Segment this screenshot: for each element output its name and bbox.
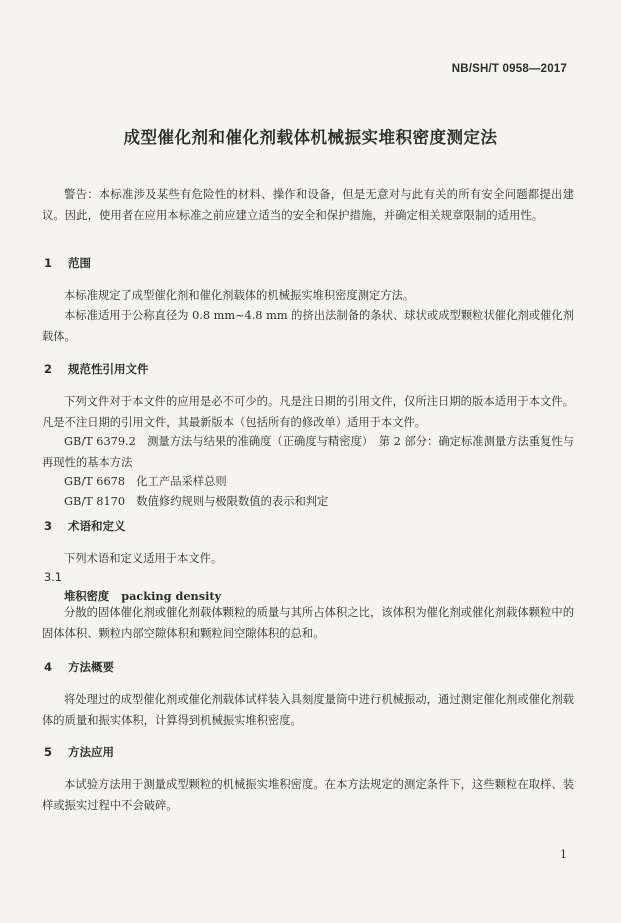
section-5-number: 5 bbox=[44, 745, 53, 759]
section-2-title: 规范性引用文件 bbox=[68, 362, 149, 376]
reference-gbt-6678: GB/T 6678 化工产品采样总则 bbox=[64, 475, 227, 488]
document-title: 成型催化剂和催化剂载体机械振实堆积密度测定法 bbox=[123, 128, 498, 147]
term-entry bbox=[64, 588, 221, 604]
page-number: 1 bbox=[560, 848, 567, 861]
section-1-title: 范围 bbox=[68, 256, 92, 270]
section-5-title: 方法应用 bbox=[68, 745, 115, 759]
section-4-title: 方法概要 bbox=[68, 660, 115, 674]
section-4-number: 4 bbox=[44, 660, 53, 674]
section-3-heading bbox=[44, 518, 126, 534]
section-3-paragraph-1: 下列术语和定义适用于本文件。 bbox=[64, 552, 223, 565]
section-5-heading bbox=[44, 744, 114, 760]
section-4-heading bbox=[44, 659, 114, 675]
section-1-number: 1 bbox=[44, 256, 53, 270]
section-2-number: 2 bbox=[44, 362, 53, 376]
section-2-paragraph-1: 下列文件对于本文件的应用是必不可少的。凡是注日期的引用文件，仅所注日期的版本适用于本文件。凡是不注日期的引用文件，其最新版本（包括所有的修改单）适用于本文件。 bbox=[42, 395, 574, 429]
section-4-paragraph-1: 将处理过的成型催化剂或催化剂载体试样装入具刻度量筒中进行机械振动，通过测定催化剂或催化剂载体的质量和振实体积，计算得到机械振实堆积密度。 bbox=[42, 693, 574, 727]
term-number: 3.1 bbox=[44, 571, 62, 584]
section-2-heading bbox=[44, 361, 149, 377]
term-definition: 分散的固体催化剂或催化剂载体颗粒的质量与其所占体积之比，该体积为催化剂或催化剂载体颗粒中的固体体积、颗粒内部空隙体积和颗粒间空隙体积的总和。 bbox=[42, 606, 574, 640]
term-chinese: 堆积密度 bbox=[64, 590, 110, 603]
reference-gbt-6379-2: GB/T 6379.2 测量方法与结果的准确度（正确度与精密度） 第 2 部分：确定标准测量方法重复性与再现性的基本方法 bbox=[42, 435, 574, 469]
standard-code: NB/SH/T 0958—2017 bbox=[451, 63, 567, 75]
section-1-paragraph-1: 本标准规定了成型催化剂和催化剂载体的机械振实堆积密度测定方法。 bbox=[64, 289, 415, 302]
warning-paragraph: 警告：本标准涉及某些有危险性的材料、操作和设备，但是无意对与此有关的所有安全问题都提出建议。因此，使用者在应用本标准之前应建立适当的安全和保护措施，并确定相关规章限制的适用性。 bbox=[42, 187, 574, 222]
section-1-heading bbox=[44, 255, 91, 271]
section-3-number: 3 bbox=[44, 519, 53, 533]
section-1-paragraph-2: 本标准适用于公称直径为 0.8 mm~4.8 mm 的挤出法制备的条状、球状或成型颗粒状催化剂或催化剂载体。 bbox=[42, 309, 574, 343]
section-3-title: 术语和定义 bbox=[68, 519, 126, 533]
section-5-paragraph-1: 本试验方法用于测量成型颗粒的机械振实堆积密度。在本方法规定的测定条件下，这些颗粒在取样、装样或振实过程中不会破碎。 bbox=[42, 778, 574, 812]
reference-gbt-8170: GB/T 8170 数值修约规则与极限数值的表示和判定 bbox=[64, 495, 329, 508]
term-english: packing density bbox=[121, 589, 222, 603]
